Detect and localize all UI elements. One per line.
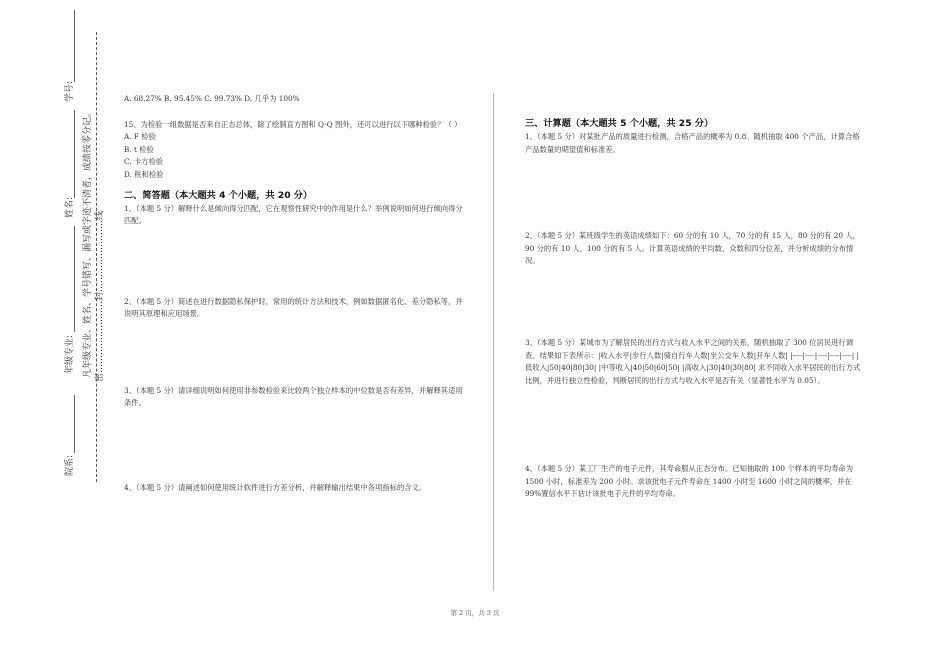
section2-title: 二、简答题（本大题共 4 个小题，共 20 分）: [124, 189, 313, 201]
q15-option-d: D. 秩和检验: [124, 169, 164, 179]
s3-question-2: 2、（本题 5 分）某班级学生的英语成绩如下：60 分的有 10 人，70 分的有 15 人，80 分的有 20 人，90 分的有 10 人，100 分的有 5 人。计算英语成绩的平均数、众数和四分位差，并分析成绩的分布情况。: [525, 231, 860, 266]
school-label: 院系:: [65, 454, 75, 476]
s3-question-3: 3、（本题 5 分）某城市为了解居民的出行方式与收入水平之间的关系，随机抽取了 300 位居民进行调查。结果如下表所示：|收入水平|步行人数|骑自行车人数|坐公交车人数|开车人数| |----|----|----|----|----| |低收入|50|40|80|30| |中等收入|40|50|60|50| |高收入|30|40|30|80| 求不同收入水平居民的出行方式比例，并进行独立性检验，判断居民的出行方式与收入水平是否有关（显著性水平为 0.05）。: [525, 338, 861, 385]
s2-question-3: 3、（本题 5 分）请详细说明如何使用非参数检验来比较两个独立样本的中位数是否有差异，并解释其适用条件。: [124, 385, 463, 408]
q15-option-b: B. t 检验: [124, 144, 154, 154]
column-divider: [493, 93, 494, 591]
grade-major-underline: [74, 226, 75, 332]
left-column: [124, 93, 466, 494]
school-underline: [74, 395, 75, 453]
seal-dashed-line: [96, 32, 97, 482]
q15-option-c: C. 卡方检验: [124, 157, 164, 167]
name-underline: [74, 110, 75, 198]
student-id-underline: [74, 10, 75, 82]
name-label: 姓名:: [65, 196, 75, 218]
s3-question-4: 4、（本题 5 分）某工厂生产的电子元件，其寿命服从正态分布。已知抽取的 100 个样本的平均寿命为 1500 小时，标准差为 200 小时。求该批电子元件寿命在 1400 小时至 1600 小时之间的概率，并在 99%置信水平下估计该批电子元件的平均寿命。: [525, 464, 854, 499]
grade-major-label: 年级专业:: [65, 334, 75, 374]
q14-options: A. 68.27% B. 95.45% C. 99.73% D. 几乎为 100%: [124, 94, 300, 103]
page-footer: 第 2 页，共 3 页: [450, 609, 500, 617]
q15-stem: 15、为检验一组数据是否来自正态总体，除了绘制直方图和 Q-Q 图外，还可以进行以下哪种检验？（ ）: [124, 119, 462, 129]
seal-line-text: 密……………………封……………………线: [95, 210, 105, 382]
binding-margin: [0, 0, 110, 672]
exam-notice: 凡年级专业、姓名、学号错写、漏写或字迹不清者，成绩按零分记。: [83, 107, 93, 378]
s2-question-4: 4、（本题 5 分）请阐述如何使用统计软件进行方差分析，并解释输出结果中各项指标的含义。: [124, 482, 427, 492]
s3-question-1: 1、（本题 5 分）对某批产品的质量进行检测，合格产品的概率为 0.8。随机抽取 400 个产品，计算合格产品数量的期望值和标准差。: [525, 132, 860, 154]
section3-title: 三、计算题（本大题共 5 个小题，共 25 分）: [525, 118, 714, 129]
student-id-label: 学号:: [65, 80, 75, 102]
s2-question-2: 2、（本题 5 分）简述在进行数据隐私保护时，常用的统计方法和技术，例如数据匿名化、差分隐私等，并说明其原理和应用场景。: [124, 296, 463, 319]
s2-question-1: 1、（本题 5 分）解释什么是倾向得分匹配，它在观察性研究中的作用是什么？举例说明如何进行倾向得分匹配。: [124, 203, 463, 226]
q15-option-a: A. F 检验: [124, 132, 156, 142]
right-column: [525, 117, 863, 501]
